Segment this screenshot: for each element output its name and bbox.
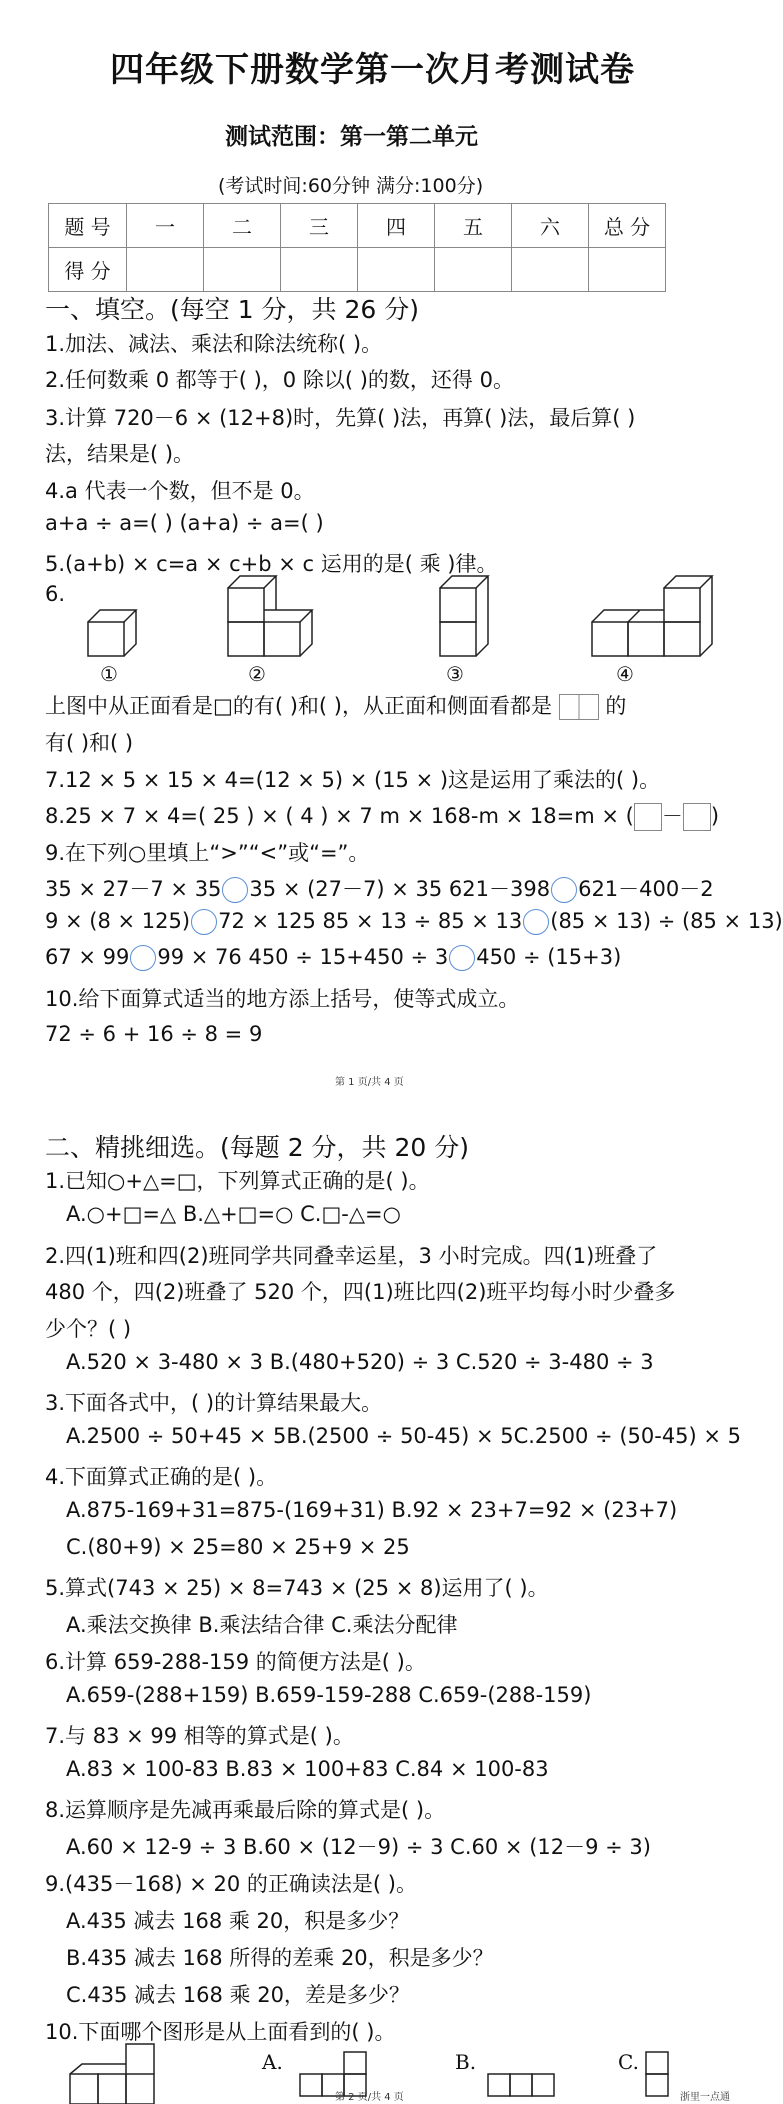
score-header-cell: 四 [358,204,435,248]
p2-line: A.83 × 100-83 B.83 × 100+83 C.84 × 100-83 [66,1757,549,1781]
compare-circle[interactable] [551,877,577,903]
p2-line: C.(80+9) × 25=80 × 25+9 × 25 [66,1535,410,1559]
p2-line: 1.已知○+△=□，下列算式正确的是( )。 [45,1169,430,1193]
answer-box[interactable] [634,803,662,831]
score-cell[interactable] [589,248,666,292]
score-cell[interactable] [435,248,512,292]
question-6-text-end: 的 [605,694,627,718]
double-square-icon [559,694,599,720]
option-b-figure [488,2074,554,2096]
minus-sign: － [661,804,683,828]
score-header-cell: 五 [435,204,512,248]
option-c-figure [646,2052,668,2096]
question-9: 9.在下列○里填上“>”“<”或“=”。 [45,841,370,865]
page-subtitle: 测试范围：第一第二单元 [225,124,478,150]
cube-figure-1 [88,610,136,656]
question-8-text: 8.25 × 7 × 4=( 25 ) × ( 4 ) × 7 m × 168-m × 18=m × ( [45,804,634,828]
p2-line: A.520 × 3-480 × 3 B.(480+520) ÷ 3 C.520 ÷ 3-480 ÷ 3 [66,1350,654,1374]
score-header-cell: 题 号 [49,204,127,248]
score-header-cell: 六 [512,204,589,248]
p2-line: A.875-169+31=875-(169+31) B.92 × 23+7=92 × (23+7) [66,1498,678,1522]
score-table-header-row [49,204,666,248]
score-cell[interactable] [127,248,204,292]
question-8 [45,800,719,831]
p2-line: 5.算式(743 × 25) × 8=743 × (25 × 8)运用了( )。 [45,1576,549,1600]
question-6-text: 上图中从正面看是□的有( )和( )，从正面和侧面看都是 [45,694,552,718]
figure-label-3: ③ [446,662,464,686]
page-1-footer: 第 1 页/共 4 页 [335,1077,404,1088]
section2-title: 二、精挑细选。(每题 2 分，共 20 分) [45,1133,470,1162]
p2-line: B.435 减去 168 所得的差乘 20，积是多少？ [66,1946,494,1970]
cube-figure-4 [592,576,712,656]
score-table-row [49,248,666,292]
page-title: 四年级下册数学第一次月考测试卷 [110,50,635,90]
compare-circle[interactable] [130,945,156,971]
p2-line: 6.计算 659-288-159 的简便方法是( )。 [45,1650,426,1674]
compare-circle[interactable] [191,909,217,935]
score-header-cell: 二 [204,204,281,248]
compare-circle[interactable] [449,945,475,971]
question-7: 7.12 × 5 × 15 × 4=(12 × 5) × (15 × )这是运用了乘法的( )。 [45,768,661,792]
question-10: 10.给下面算式适当的地方添上括号，使等式成立。 [45,987,520,1011]
p2-line: 10.下面哪个图形是从上面看到的( )。 [45,2020,396,2044]
p2-line: 7.与 83 × 99 相等的算式是( )。 [45,1724,354,1748]
p2-line: 3.下面各式中，( )的计算结果最大。 [45,1391,383,1415]
question-1: 1.加法、减法、乘法和除法统称( )。 [45,332,383,356]
p2-line: A.○+□=△ B.△+□=○ C.□-△=○ [66,1202,401,1226]
option-c-label: C. [618,2050,639,2074]
score-cell[interactable] [281,248,358,292]
p2-line: 少个？( ) [45,1317,132,1341]
p2-line: A.60 × 12-9 ÷ 3 B.60 × (12－9) ÷ 3 C.60 × (12－9 ÷ 3) [66,1835,651,1859]
score-row-label: 得 分 [49,248,127,292]
compare-expr: 450 ÷ (15+3) [476,945,622,969]
p2-line: A.乘法交换律 B.乘法结合律 C.乘法分配律 [66,1613,458,1637]
option-b-label: B. [455,2050,477,2074]
watermark: 浙里一点通 [680,2092,730,2103]
solid-figure [70,2044,154,2104]
p2-line: A.435 减去 168 乘 20，积是多少？ [66,1909,410,1933]
question-10-expression: 72 ÷ 6 + 16 ÷ 8 = 9 [45,1022,263,1046]
question-3-line1: 3.计算 720－6 × (12+8)时，先算( )法，再算( )法，最后算( ) [45,406,636,430]
p2-line: 480 个，四(2)班叠了 520 个，四(1)班比四(2)班平均每小时少叠多 [45,1280,676,1304]
question-9-row3 [45,945,621,971]
compare-expr: 99 × 76 450 ÷ 15+450 ÷ 3 [157,945,449,969]
p2-line: C.435 减去 168 乘 20，差是多少？ [66,1983,410,2007]
question-9-row1 [45,873,714,903]
page-2-footer: 第 2 页/共 4 页 [335,2092,404,2103]
closing-paren: ) [710,804,720,828]
score-header-cell: 总 分 [589,204,666,248]
compare-circle[interactable] [523,909,549,935]
compare-expr: 72 × 125 85 × 13 ÷ 85 × 13 [218,909,523,933]
question-6-line2: 有( )和( ) [45,731,134,755]
score-cell[interactable] [358,248,435,292]
score-cell[interactable] [512,248,589,292]
section1-title: 一、填空。(每空 1 分，共 26 分) [45,295,420,324]
figure-label-1: ① [100,662,118,686]
question-4-line2: a+a ÷ a=( ) (a+a) ÷ a=( ) [45,511,324,535]
p2-line: A.2500 ÷ 50+45 × 5B.(2500 ÷ 50-45) × 5C.2500 ÷ (50-45) × 5 [66,1424,742,1448]
question-6-number: 6. [45,582,66,606]
question-5: 5.(a+b) × c=a × c+b × c 运用的是( 乘 )律。 [45,552,498,576]
exam-info: (考试时间:60分钟 满分:100分) [218,175,484,197]
question-3-line2: 法，结果是( )。 [45,442,195,466]
figure-label-2: ② [248,662,266,686]
p2-line: 8.运算顺序是先减再乘最后除的算式是( )。 [45,1798,446,1822]
p2-line: A.659-(288+159) B.659-159-288 C.659-(288-159) [66,1683,592,1707]
question-9-row2 [45,909,783,935]
p2-line: 4.下面算式正确的是( )。 [45,1465,278,1489]
compare-expr: 621－400－2 [578,877,714,901]
score-table [48,203,666,292]
answer-box[interactable] [683,803,711,831]
compare-expr: 67 × 99 [45,945,130,969]
compare-expr: 9 × (8 × 125) [45,909,191,933]
compare-expr: 35 × 27－7 × 35 [45,877,222,901]
score-header-cell: 一 [127,204,204,248]
question-2: 2.任何数乘 0 都等于( )，0 除以( )的数，还得 0。 [45,368,514,392]
cube-figure-3 [440,576,488,656]
compare-circle[interactable] [222,877,248,903]
figure-label-4: ④ [616,662,634,686]
compare-expr: 35 × (27－7) × 35 621－398 [249,877,551,901]
score-cell[interactable] [204,248,281,292]
question-4-line1: 4.a 代表一个数，但不是 0。 [45,479,315,503]
score-header-cell: 三 [281,204,358,248]
cube-figure-2 [228,576,312,656]
p2-line: 2.四(1)班和四(2)班同学共同叠幸运星，3 小时完成。四(1)班叠了 [45,1244,658,1268]
question-6-line1 [45,690,626,720]
p2-line: 9.(435－168) × 20 的正确读法是( )。 [45,1872,417,1896]
compare-expr: (85 × 13) ÷ (85 × 13) [550,909,783,933]
option-a-label: A. [262,2050,283,2074]
